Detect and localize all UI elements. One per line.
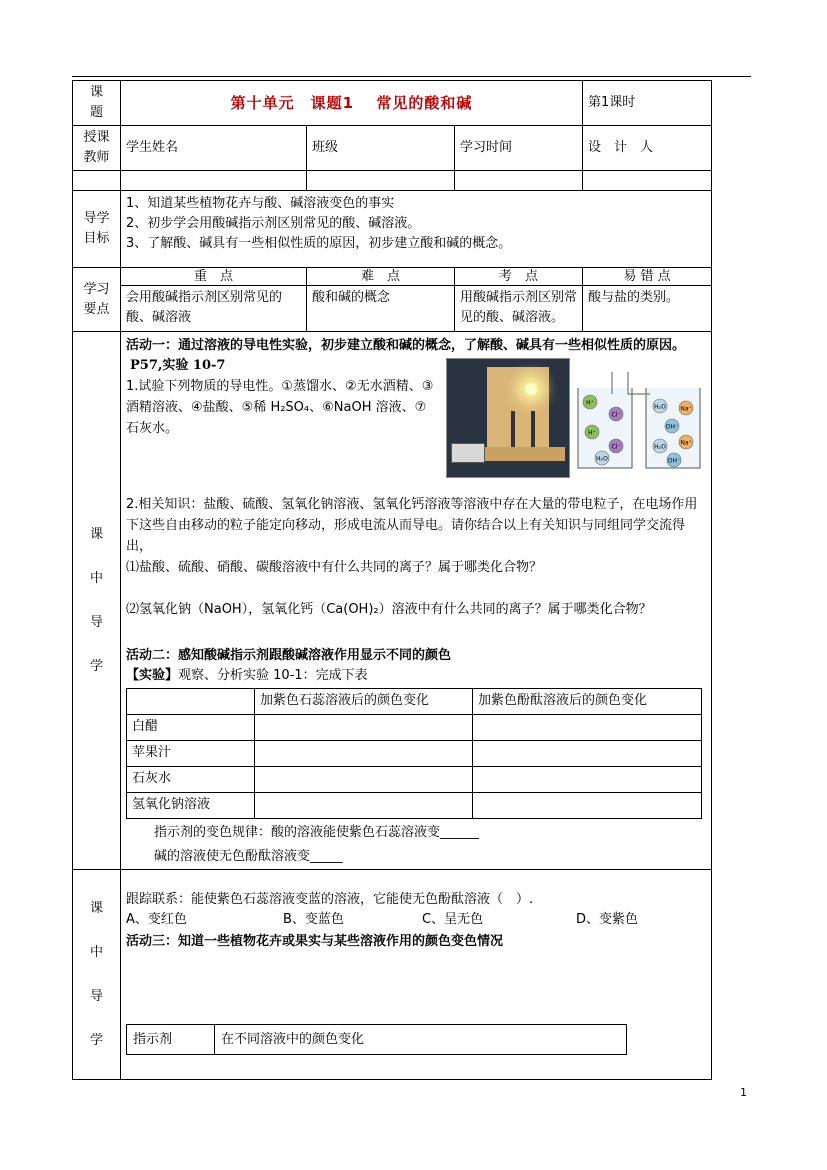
key-header-exam: 考 点 (455, 268, 583, 286)
electrode (531, 411, 535, 447)
section2-content (121, 870, 712, 1080)
objective-item: 2、初步学会用酸碱指示剂区别常见的酸、碱溶液。 (126, 216, 421, 231)
table-row (127, 767, 702, 793)
answer-cell[interactable] (473, 715, 702, 741)
key-header-error-prone: 易 错 点 (583, 268, 712, 286)
section-label-char: 学 (89, 1032, 103, 1048)
section1-label (73, 332, 121, 870)
key-header-important: 重 点 (121, 268, 307, 286)
key-points-label-cell (73, 268, 121, 332)
blank-cell (455, 171, 583, 191)
indicator-header-row (127, 1025, 627, 1055)
ion-label: OH⁻ (665, 423, 679, 431)
question-1: 1.试验下列物质的导电性。①蒸馏水、②无水酒精、③酒精溶液、④盐酸、⑤稀 H₂SO₄、⑥NaOH 溶液、⑦石灰水。 (126, 379, 434, 436)
indicator-table (126, 1024, 627, 1055)
indicator-rule-acid: 指示剂的变色规律：酸的溶液能使紫色石蕊溶液变______ (154, 825, 480, 840)
table-row (127, 715, 702, 741)
experiment-text: 观察、分析实验 10-1：完成下表 (178, 668, 368, 683)
objectives-label-cell (73, 191, 121, 268)
objectives-content (121, 191, 712, 268)
section2-label (73, 870, 121, 1080)
teacher-label: 授课教师 (83, 130, 110, 165)
lesson-label: 课题 (89, 85, 103, 120)
table-row (127, 793, 702, 819)
objectives-label: 导学目标 (83, 211, 110, 246)
table-row (127, 741, 702, 767)
ion-label: H₂O (596, 455, 608, 463)
question-2: 2.相关知识：盐酸、硫酸、氢氧化钠溶液、氢氧化钙溶液等溶液中存在大量的带电粒子，在电场作用下这些自由移动的粒子能定向移动，形成电流从而导电。请你结合以上有关知识与同组同学交流得出， (126, 497, 698, 554)
ion-diagram (576, 362, 704, 472)
page-number: 1 (740, 1086, 747, 1099)
ion-label: H⁺ (588, 429, 596, 437)
table-header-phenolphthalein: 加紫色酚酞溶液后的颜色变化 (473, 689, 702, 715)
section-label-char: 学 (89, 658, 103, 674)
teacher-label-cell (73, 126, 121, 171)
apparatus-board (487, 367, 549, 453)
section1-content (121, 332, 712, 870)
conductivity-experiment-photo (446, 358, 570, 478)
battery-icon (451, 443, 485, 463)
student-name-cell: 学生姓名 (121, 126, 307, 171)
activity3-title: 活动三：知道一些植物花卉或果实与某些溶液作用的颜色变色情况 (126, 934, 504, 949)
color-change-table (126, 688, 702, 819)
ion-label: H₂O (654, 403, 666, 411)
table-header-row (127, 689, 702, 715)
objective-item: 3、了解酸、碱具有一些相似性质的原因，初步建立酸和碱的概念。 (126, 236, 512, 251)
blank-cell (307, 171, 455, 191)
designer-cell: 设 计 人 (583, 126, 712, 171)
indicator-header-change: 在不同溶液中的颜色变化 (215, 1025, 627, 1055)
period-cell (583, 81, 712, 126)
lesson-title: 第十单元 课题1 常见的酸和碱 (121, 81, 583, 126)
key-value-error-prone: 酸与盐的类别。 (583, 286, 712, 332)
section-label-char: 导 (89, 614, 103, 630)
ion-label: Na⁺ (680, 405, 692, 413)
follow-up-question: 跟踪联系：能使紫色石蕊溶液变蓝的溶液，它能使无色酚酞溶液（ ）. (126, 892, 534, 907)
key-points-label: 学习要点 (83, 281, 110, 317)
ion-label: Na⁺ (680, 439, 692, 447)
answer-cell[interactable] (255, 741, 473, 767)
electrode (511, 411, 515, 447)
indicator-header-name: 指示剂 (127, 1025, 215, 1055)
experiment-instruction (126, 666, 706, 686)
row-label: 白醋 (127, 715, 255, 741)
row-label: 苹果汁 (127, 741, 255, 767)
answer-cell[interactable] (255, 715, 473, 741)
blank-cell (583, 171, 712, 191)
section-label-char: 课 (89, 526, 103, 542)
section-label-char: 导 (89, 988, 103, 1004)
ion-label: Cl⁻ (611, 411, 621, 419)
answer-cell[interactable] (473, 767, 702, 793)
class-cell: 班级 (307, 126, 455, 171)
section-label-char: 中 (89, 570, 103, 586)
bulb-icon (525, 383, 537, 395)
question-2b: ⑵氢氧化钠（NaOH），氢氧化钙（Ca(OH)₂）溶液中有什么共同的离子？属于哪类化合物？ (126, 602, 652, 617)
table-header-blank (127, 689, 255, 715)
lesson-label-cell (73, 81, 121, 126)
header-rule (72, 76, 751, 77)
ion-label: H₂O (654, 443, 666, 451)
key-header-difficult: 难 点 (307, 268, 455, 286)
row-label: 石灰水 (127, 767, 255, 793)
option-d[interactable]: D、变紫色 (576, 912, 639, 927)
period: 第1课时 (588, 95, 636, 110)
answer-cell[interactable] (255, 767, 473, 793)
ion-label: H⁺ (586, 399, 594, 407)
section-label-char: 中 (89, 944, 103, 960)
ion-label: OH⁻ (667, 457, 681, 465)
objective-item: 1、知道某些植物花卉与酸、碱溶液变色的事实 (126, 196, 395, 211)
study-time-cell: 学习时间 (455, 126, 583, 171)
indicator-rule-base: 碱的溶液使无色酚酞溶液变_____ (154, 849, 343, 864)
experiment-label: 【实验】 (126, 668, 179, 683)
answer-cell[interactable] (473, 741, 702, 767)
experiment-ref: P57,实验 10-7 (130, 358, 226, 373)
activity2-title: 活动二：感知酸碱指示剂跟酸碱溶液作用显示不同的颜色 (126, 648, 452, 663)
lesson-plan-table (72, 80, 712, 1080)
blank-cell (121, 171, 307, 191)
table-header-litmus: 加紫色石蕊溶液后的颜色变化 (255, 689, 473, 715)
activity1-title: 活动一：通过溶液的导电性实验，初步建立酸和碱的概念，了解酸、碱具有一些相似性质的原因。 (126, 338, 686, 353)
option-c[interactable]: C、呈无色 (422, 912, 484, 927)
option-a[interactable]: A、变红色 (126, 912, 187, 927)
section-label-char: 课 (89, 900, 103, 916)
answer-options (126, 910, 706, 932)
apparatus-base (475, 447, 565, 461)
row-label: 氢氧化钠溶液 (127, 793, 255, 819)
experiment-images (446, 358, 706, 476)
key-value-difficult: 酸和碱的概念 (307, 286, 455, 332)
key-value-exam: 用酸碱指示剂区别常见的酸、碱溶液。 (455, 286, 583, 332)
question-2a: ⑴盐酸、硫酸、硝酸、碳酸溶液中有什么共同的离子？属于哪类化合物？ (126, 560, 543, 575)
option-b[interactable]: B、变蓝色 (283, 912, 344, 927)
blank-cell (73, 171, 121, 191)
ion-label: Cl⁻ (611, 443, 621, 451)
answer-cell[interactable] (255, 793, 473, 819)
answer-cell[interactable] (473, 793, 702, 819)
key-value-important: 会用酸碱指示剂区别常见的酸、碱溶液 (121, 286, 307, 332)
